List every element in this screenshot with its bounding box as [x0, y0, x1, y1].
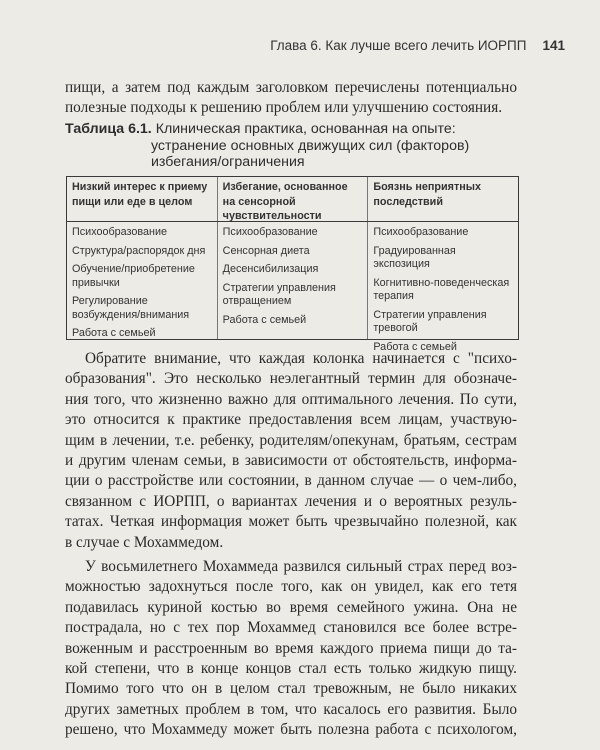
cell-item: Регулирование возбуждения/внимания [72, 295, 190, 321]
cell-item: Десенсибилизация [222, 263, 319, 275]
header-line: Избегание, основанное [222, 181, 348, 193]
page-number: 141 [542, 38, 565, 53]
caption-line: устранение основных движущих сил (факторов) [151, 137, 470, 154]
cell-item: Работа с семьей [222, 313, 307, 326]
text-line: пищи, а затем под каждым заголовком перечислены потенциально [65, 79, 517, 96]
table-cell [217, 222, 368, 339]
text-line: образования". Это несколько неэлегантный термин для обозначе- [65, 370, 517, 388]
table-label: Таблица 6.1. [65, 121, 152, 137]
cell-item: Когнитивно-поведенческая терапия [373, 276, 510, 302]
cell-item: Сенсорная диета [222, 244, 310, 257]
cell-item: Стратегии управления отвращением [222, 281, 336, 307]
header-line: Низкий интерес к приему [72, 181, 208, 193]
paragraph-psychoeducation [65, 349, 517, 553]
header-line: последствий [373, 195, 443, 208]
running-header [0, 38, 565, 53]
header-line: пищи или еде в целом [72, 195, 193, 208]
paragraph-case-example [65, 557, 517, 741]
header-line: на сенсорной [222, 195, 296, 208]
column-header [67, 177, 217, 221]
intro-paragraph [65, 78, 517, 119]
text-line: решено, что Мохаммеду может быть полезна работа с психологом, [65, 721, 517, 739]
text-line: это относится к практике предоставления всем лицам, участвую- [65, 411, 517, 429]
table-body-row [67, 222, 518, 353]
cell-item: Психообразование [373, 226, 469, 238]
text-line: ции о расстройстве или состоянии, в данном случае — о чем-либо, [65, 472, 517, 490]
text-line: татах. Четкая информация может быть чрезвычайно полезной, как [65, 513, 517, 531]
table-header-row [67, 177, 518, 222]
chapter-title: Глава 6. Как лучше всего лечить ИОРПП [270, 38, 527, 53]
cell-item: Работа с семьей [373, 340, 457, 353]
column-header [217, 177, 368, 221]
text-line: У восьмилетнего Мохаммеда развился сильный страх перед воз- [85, 558, 517, 575]
cell-item: Психообразование [222, 226, 318, 238]
text-line: ния того, что жизненно важно для оптимального лечения. По сути, [65, 390, 517, 408]
text-line: в случае с Мохаммедом. [65, 533, 224, 551]
text-line: пострадала, но с тех пор Мохаммед становился все более встре- [65, 619, 517, 637]
cell-item: Обучение/приобретение привычки [72, 263, 195, 289]
text-line: щим в лечении, т.е. ребенку, родителям/опекунам, братьям, сестрам [65, 431, 517, 449]
table-cell [67, 222, 217, 339]
text-line: и другим членам семьи, в зависимости от обстоятельств, информа- [65, 452, 517, 470]
table-caption [65, 121, 525, 171]
cell-item: Работа с семьей [72, 327, 156, 339]
text-line: можностью задохнуться после того, как он увидел, как его тетя [65, 578, 517, 596]
text-line: подавилась куриной костью во время семейного ужина. Она не [65, 598, 517, 616]
cell-item: Градуированная экспозиция [373, 244, 456, 270]
caption-line: Клиническая практика, основанная на опыте: [155, 121, 456, 137]
text-line: полезные подходы к решению проблем или улучшению состояния. [65, 99, 503, 117]
column-header [367, 177, 518, 221]
text-line: других заметных проблем в том, что касалось его развития. Было [65, 700, 517, 718]
header-line: Боязнь неприятных [373, 181, 481, 193]
practice-table [66, 176, 519, 353]
cell-item: Структура/распорядок дня [72, 244, 206, 257]
caption-line: избегания/ограничения [151, 154, 305, 171]
text-line: кой степени, что в конце концов стал есть только жидкую пищу. [65, 660, 517, 678]
text-line: Помимо того что он в целом стал тревожным, не было никаких [65, 680, 517, 698]
text-line: связанном с ИОРПП, о вариантах лечения и о вероятных резуль- [65, 492, 517, 510]
text-line: Обратите внимание, что каждая колонка начинается с "психо- [85, 350, 517, 367]
header-line: чувствительности [222, 210, 322, 222]
text-line: воженным и расстроенным во время каждого приема пищи до та- [65, 639, 517, 657]
cell-item: Психообразование [72, 226, 167, 238]
cell-item: Стратегии управления тревогой [373, 308, 487, 334]
table-cell [367, 222, 518, 353]
